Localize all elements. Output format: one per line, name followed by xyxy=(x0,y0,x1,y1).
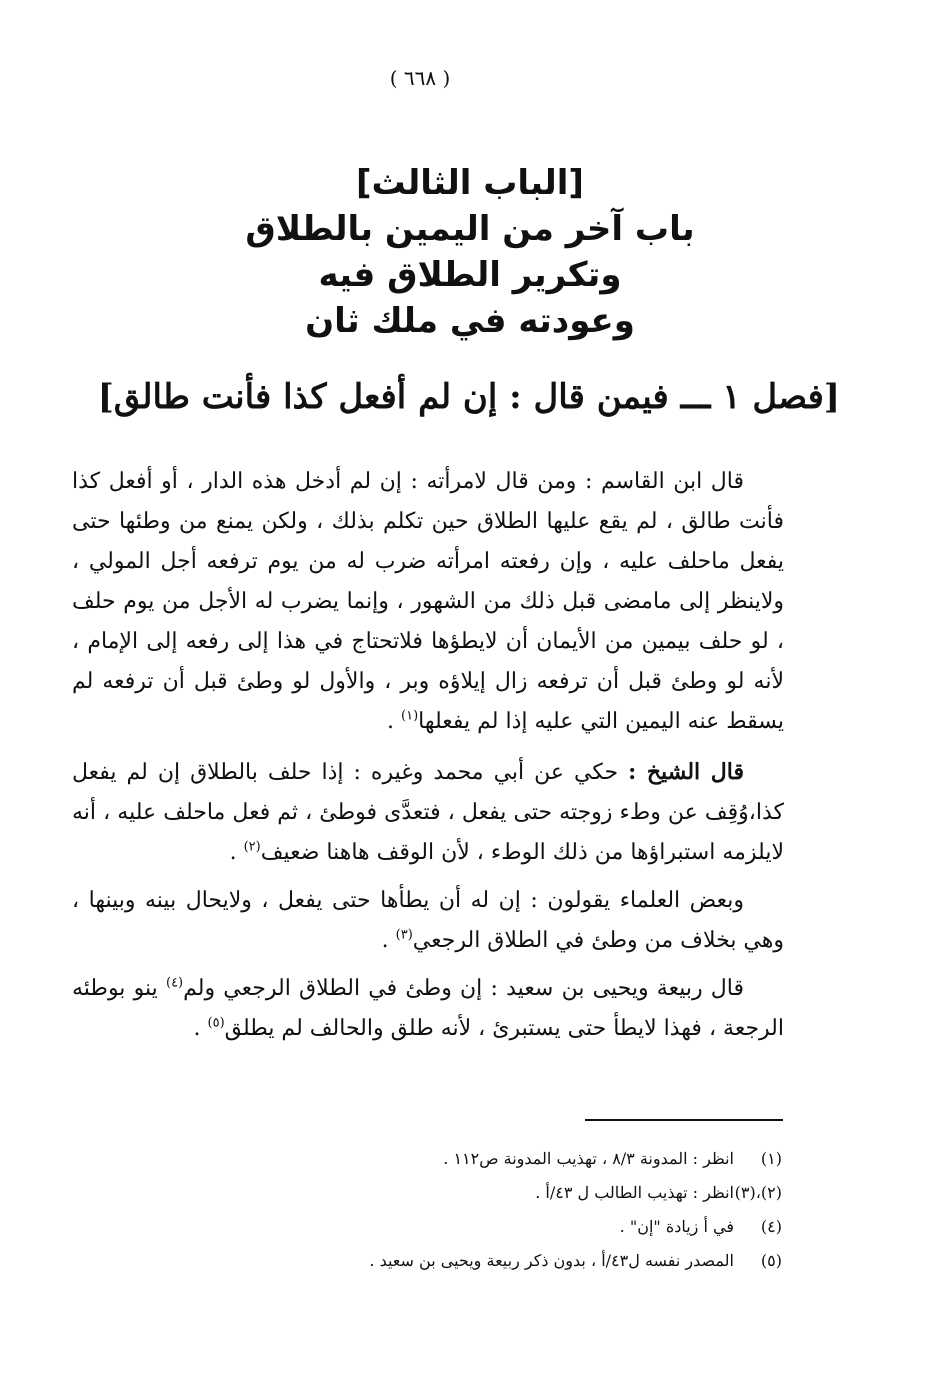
footnote-number: (٢)،(٣) xyxy=(734,1183,782,1202)
chapter-heading-line: وتكرير الطلاق فيه xyxy=(318,255,622,295)
chapter-heading-line: وعودته في ملك ثان xyxy=(305,301,635,341)
paragraph-end: . xyxy=(381,928,396,953)
footnote-number: (٤) xyxy=(760,1217,782,1236)
footnote xyxy=(200,1244,782,1278)
paragraph-text: وبعض العلماء يقولون : إن له أن يطأها حتى يفعل ، ولايحال بينه وبينها ، وهي بخلاف من وطئ في الطلاق الرجعي xyxy=(72,888,784,953)
footnote-text: انظر : المدونة ٨/٣ ، تهذيب المدونة ص١١٢ . xyxy=(443,1149,734,1168)
footnote-ref: (٤) xyxy=(165,975,184,991)
footnote xyxy=(200,1176,782,1210)
page-number: ( ٦٦٨ ) xyxy=(389,66,451,90)
footnote xyxy=(200,1210,782,1244)
footnote-text: في أ زيادة "إن" . xyxy=(619,1217,734,1236)
chapter-heading-line: [الباب الثالث] xyxy=(356,163,584,203)
paragraph-text: ينو بوطئه الرجعة ، فهذا لايطأ حتى يستبرئ ، لأنه طلق والحالف لم يطلق xyxy=(72,976,784,1041)
paragraph xyxy=(72,752,784,873)
paragraph-end: . xyxy=(387,709,402,734)
footnote xyxy=(200,1142,782,1176)
paragraph-text: قال ابن القاسم : ومن قال لامرأته : إن لم أدخل هذه الدار ، أو أفعل كذا فأنت طالق ، لم يقع عليها الطلاق حين تكلم بذلك ، ولكن يمنع من وطئها حتى يفعل ماحلف عليه ، وإن رفعته امرأته ضرب له من يوم ترفعه أجل المولي ، ولاينظر إلى مامضى قبل ذلك من الشهور ، وإنما يضرب له الأجل من يوم حلف ، لو حلف بيمين من الأيمان أن لايطؤها فلاتحتاج في هذا إلى رفعه إلى الإمام ، لأنه لو وطئ قبل أن ترفعه زال إيلاؤه وبر ، والأول لو وطئ قبل أن ترفعه لم يسقط عنه اليمين التي عليه إذا لم يفعلها xyxy=(72,469,784,734)
paragraph xyxy=(72,881,784,961)
footnote-ref: (١) xyxy=(401,708,419,724)
footnote-text: المصدر نفسه ل٤٣/أ ، بدون ذكر ربيعة ويحيى بن سعيد . xyxy=(369,1251,734,1270)
footnote-ref: (٢) xyxy=(243,839,261,855)
paragraph-end: . xyxy=(193,1016,208,1041)
paragraph-text: حكي عن أبي محمد وغيره : إذا حلف بالطلاق إن لم يفعل كذا،وُقِف عن وطء زوجته حتى يفعل ، فتعدَّى فوطئ ، ثم فعل ماحلف عليه ، أنه لايلزمه استبراؤها من ذلك الوطء ، لأن الوقف هاهنا ضعيف xyxy=(72,760,784,865)
footnote-number: (١) xyxy=(760,1149,782,1168)
section-title: [فصل ١ ـــ فيمن قال : إن لم أفعل كذا فأنت طالق] xyxy=(97,377,840,417)
speaker-label: قال الشيخ : xyxy=(628,759,744,785)
footnote-divider xyxy=(585,1119,783,1121)
footnote-number: (٥) xyxy=(760,1251,782,1270)
paragraph-text: قال ربيعة ويحيى بن سعيد : إن وطئ في الطلاق الرجعي ولم xyxy=(183,976,744,1001)
paragraph xyxy=(72,969,784,1049)
paragraph xyxy=(72,462,784,742)
paragraph-end: . xyxy=(229,840,244,865)
chapter-heading xyxy=(120,160,820,344)
footnote-ref: (٣) xyxy=(395,927,413,943)
footnote-ref: (٥) xyxy=(207,1015,225,1031)
body-text xyxy=(72,462,784,1057)
footnotes xyxy=(200,1142,782,1278)
footnote-text: انظر : تهذيب الطالب ل ٤٣/أ . xyxy=(535,1183,734,1202)
chapter-heading-line: باب آخر من اليمين بالطلاق xyxy=(245,209,695,249)
